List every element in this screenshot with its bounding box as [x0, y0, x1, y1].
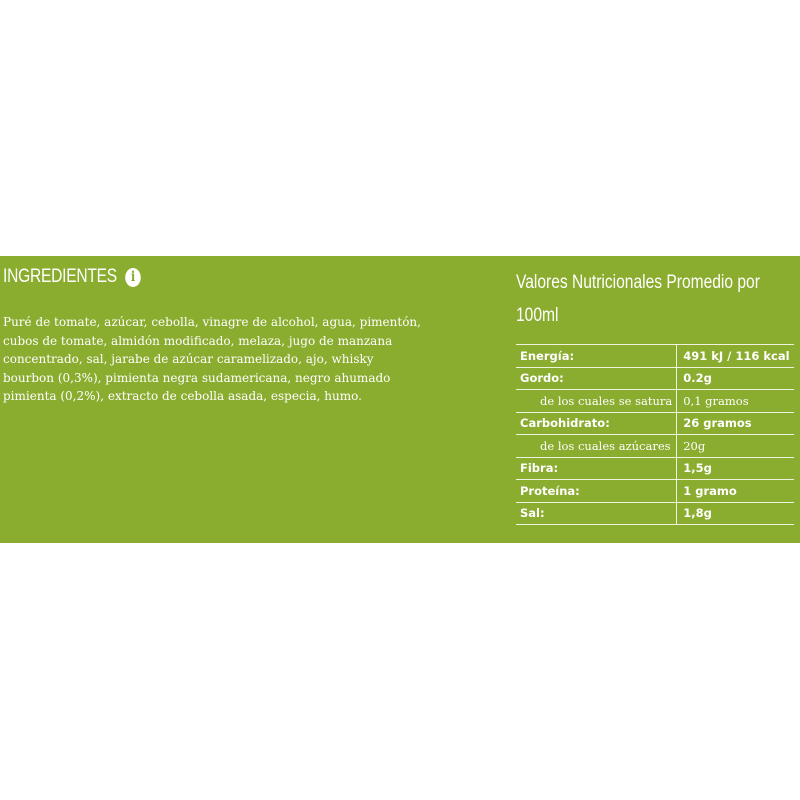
nutrition-value: 491 kJ / 116 kcal [677, 345, 794, 368]
nutrition-value: 1,8g [677, 502, 794, 525]
nutrition-label: Fibra: [516, 457, 677, 480]
nutrition-value: 26 gramos [677, 412, 794, 435]
nutrition-row [516, 412, 794, 435]
nutrition-label: de los cuales se satura [516, 390, 677, 413]
nutrition-label: de los cuales azúcares [516, 435, 677, 458]
nutrition-value: 1,5g [677, 457, 794, 480]
nutrition-row [516, 502, 794, 525]
nutrition-label: Proteína: [516, 480, 677, 503]
nutrition-row [516, 480, 794, 503]
nutrition-row [516, 457, 794, 480]
nutrition-value: 0,1 gramos [677, 390, 794, 413]
info-icon[interactable]: i [125, 268, 141, 287]
nutrition-label: Gordo: [516, 367, 677, 390]
nutrition-table [516, 344, 794, 525]
nutrition-label: Sal: [516, 502, 677, 525]
nutrition-row [516, 390, 794, 413]
nutrition-value: 20g [677, 435, 794, 458]
nutrition-row [516, 367, 794, 390]
ingredients-heading [3, 266, 141, 288]
ingredients-text: Puré de tomate, azúcar, cebolla, vinagre de alcohol, agua, pimentón, cubos de tomate, almidón modificado, melaza, jugo de manzana concentrado, sal, jarabe de azúcar caramelizado, ajo, whisky bourbon (0,3%), pimienta negra sudamericana, negro ahumado pimienta (0,2%), extracto de cebolla asada, especia, humo. [3, 315, 421, 403]
nutrition-row [516, 435, 794, 458]
nutrition-value: 1 gramo [677, 480, 794, 503]
nutrition-label: Energía: [516, 345, 677, 368]
nutrition-title: Valores Nutricionales Promedio por 100ml [516, 272, 760, 326]
nutrition-value: 0.2g [677, 367, 794, 390]
ingredients-title: INGREDIENTES [3, 266, 117, 287]
nutrition-row [516, 345, 794, 368]
nutrition-label: Carbohidrato: [516, 412, 677, 435]
